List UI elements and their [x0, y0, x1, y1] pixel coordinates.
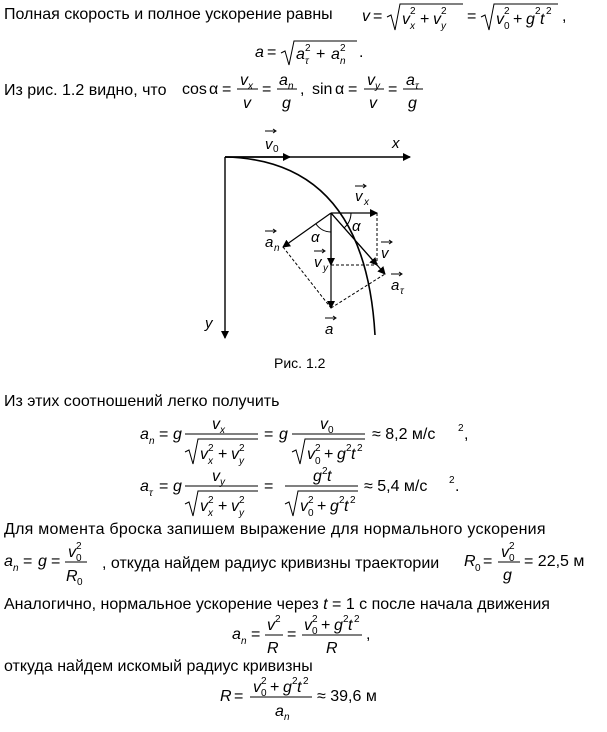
svg-text:a: a — [232, 626, 241, 643]
svg-text:x: x — [220, 425, 225, 436]
svg-text:≈ 8,2 м/с: ≈ 8,2 м/с — [372, 426, 436, 443]
svg-text:α: α — [209, 81, 219, 98]
svg-text:y: y — [205, 315, 213, 332]
svg-text:2: 2 — [239, 495, 245, 506]
svg-text:2: 2 — [354, 614, 360, 625]
svg-text:g: g — [408, 95, 417, 112]
formula-an0 — [4, 540, 108, 594]
svg-text:2: 2 — [410, 6, 416, 17]
svg-text:y: y — [239, 456, 244, 467]
svg-text:+: + — [324, 446, 334, 463]
svg-text:v: v — [212, 468, 220, 485]
svg-text:a: a — [140, 478, 149, 495]
svg-text:2: 2 — [305, 43, 311, 54]
svg-text:cos: cos — [182, 81, 207, 98]
text-find-radius: откуда найдем искомый радиус кривизны — [4, 658, 313, 675]
svg-text:0: 0 — [76, 553, 82, 564]
svg-text:v: v — [212, 416, 220, 433]
svg-text:+: + — [218, 498, 228, 515]
svg-text:y: y — [323, 263, 328, 274]
svg-text:0: 0 — [77, 577, 83, 588]
svg-text:=: = — [159, 426, 169, 443]
svg-text:2: 2 — [303, 676, 309, 687]
svg-text:v: v — [300, 498, 308, 515]
svg-text:v: v — [355, 188, 363, 205]
intro-line-3: Из этих соотношений легко получить — [4, 393, 280, 410]
svg-text:x: x — [392, 135, 400, 152]
svg-text:2: 2 — [322, 466, 328, 477]
svg-text:a: a — [140, 426, 149, 443]
svg-text:τ: τ — [305, 56, 309, 67]
svg-text:n: n — [340, 56, 346, 67]
formula-an — [140, 412, 470, 468]
svg-text:=: = — [23, 553, 33, 570]
svg-text:=: = — [234, 688, 244, 705]
svg-text:=: = — [467, 8, 477, 25]
svg-text:t: t — [348, 617, 353, 634]
svg-text:0: 0 — [312, 626, 318, 637]
svg-text:v: v — [265, 136, 273, 153]
svg-text:v: v — [200, 446, 208, 463]
svg-text:0: 0 — [273, 144, 279, 155]
svg-text:g: g — [173, 478, 182, 495]
svg-text:=: = — [262, 81, 272, 98]
svg-text:v: v — [314, 254, 322, 271]
svg-text:2: 2 — [239, 443, 245, 454]
svg-text:=: = — [388, 81, 398, 98]
svg-text:v: v — [253, 679, 261, 696]
svg-text:v: v — [68, 544, 76, 561]
svg-text:v: v — [496, 11, 504, 28]
svg-text:,: , — [562, 8, 567, 25]
svg-text:0: 0 — [509, 553, 515, 564]
time-variable: t — [323, 596, 328, 613]
formula-at — [140, 464, 470, 520]
svg-text:2: 2 — [441, 6, 447, 17]
svg-text:0: 0 — [308, 508, 314, 519]
svg-text:+: + — [513, 11, 523, 28]
svg-text:x: x — [410, 21, 415, 32]
svg-text:g: g — [330, 498, 339, 515]
svg-text:2: 2 — [261, 676, 267, 687]
svg-text:g: g — [283, 679, 292, 696]
svg-text:g: g — [337, 446, 346, 463]
text-radius-curvature: , откуда найдем радиус кривизны траектории — [102, 555, 440, 572]
svg-text:n: n — [13, 563, 19, 574]
svg-text:2: 2 — [208, 495, 214, 506]
svg-text:+: + — [316, 46, 326, 63]
svg-text:2: 2 — [275, 614, 281, 625]
svg-text:,: , — [464, 426, 469, 443]
text-throw-moment: Для момента броска запишем выражение для нормального ускорения — [4, 521, 546, 538]
svg-text:2: 2 — [346, 443, 352, 454]
text-analogously-a: Аналогично, нормальное ускорение через — [4, 596, 319, 613]
trajectory-curve — [225, 157, 375, 335]
svg-text:n: n — [288, 81, 294, 92]
svg-text:0: 0 — [328, 425, 334, 436]
trajectory-diagram — [195, 120, 425, 345]
svg-text:a: a — [325, 321, 334, 338]
svg-text:v: v — [367, 72, 375, 89]
svg-text:t: t — [297, 679, 302, 696]
svg-text:= 22,5 м: = 22,5 м — [524, 553, 585, 570]
text-analogously — [4, 596, 550, 614]
svg-text:a: a — [279, 72, 288, 89]
svg-text:=: = — [267, 44, 277, 61]
svg-text:y: y — [239, 508, 244, 519]
svg-text:.: . — [455, 478, 460, 495]
svg-text:v: v — [381, 245, 389, 262]
svg-text:τ: τ — [415, 81, 419, 92]
svg-text:0: 0 — [261, 688, 267, 699]
svg-text:y: y — [375, 81, 380, 92]
svg-text:0: 0 — [475, 563, 481, 574]
svg-text:α: α — [311, 229, 320, 246]
svg-text:2: 2 — [350, 495, 356, 506]
svg-text:≈ 39,6 м: ≈ 39,6 м — [317, 688, 377, 705]
svg-text:2: 2 — [449, 475, 455, 486]
svg-text:n: n — [274, 243, 280, 254]
svg-text:g: g — [282, 95, 291, 112]
svg-text:2: 2 — [357, 443, 363, 454]
svg-text:n: n — [241, 636, 247, 647]
svg-text:x: x — [364, 197, 369, 208]
svg-text:x: x — [208, 456, 213, 467]
svg-text:t: t — [540, 11, 545, 28]
svg-text:y: y — [220, 477, 225, 488]
svg-text:=: = — [483, 553, 493, 570]
svg-text:g: g — [503, 567, 512, 584]
svg-text:v: v — [267, 617, 275, 634]
svg-text:0: 0 — [315, 456, 321, 467]
svg-text:v: v — [240, 72, 248, 89]
svg-text:.: . — [359, 44, 364, 61]
intro-line-2: Из рис. 1.2 видно, что — [4, 82, 167, 99]
svg-text:2: 2 — [292, 676, 298, 687]
svg-text:v: v — [304, 617, 312, 634]
svg-text:g: g — [279, 426, 288, 443]
svg-text:a: a — [265, 234, 274, 251]
intro-line-1: Полная скорость и полное ускорение равны — [4, 6, 333, 23]
svg-text:τ: τ — [400, 286, 404, 297]
svg-text:=: = — [251, 626, 261, 643]
svg-text:R: R — [464, 553, 476, 570]
svg-text:v: v — [243, 95, 251, 112]
svg-text:v: v — [231, 446, 239, 463]
svg-text:α: α — [352, 218, 361, 235]
svg-text:≈ 5,4 м/с: ≈ 5,4 м/с — [364, 478, 428, 495]
svg-text:2: 2 — [339, 495, 345, 506]
svg-text:=: = — [348, 81, 358, 98]
svg-text:v: v — [402, 11, 410, 28]
svg-text:a: a — [255, 44, 264, 61]
svg-text:a: a — [331, 46, 340, 63]
svg-text:a: a — [4, 553, 13, 570]
svg-text:,: , — [366, 626, 371, 643]
svg-text:=: = — [287, 626, 297, 643]
svg-text:v: v — [369, 95, 377, 112]
svg-text:v: v — [320, 416, 328, 433]
svg-text:R: R — [220, 688, 232, 705]
svg-text:v: v — [433, 11, 441, 28]
svg-text:2: 2 — [509, 541, 515, 552]
svg-text:2: 2 — [315, 443, 321, 454]
svg-text:2: 2 — [504, 6, 510, 17]
svg-text:R: R — [66, 568, 78, 585]
svg-text:v: v — [200, 498, 208, 515]
svg-text:τ: τ — [149, 488, 153, 499]
svg-text:n: n — [149, 436, 155, 447]
svg-text:2: 2 — [308, 495, 314, 506]
svg-text:x: x — [248, 81, 253, 92]
svg-text:a: a — [391, 277, 400, 294]
svg-text:=: = — [264, 478, 274, 495]
svg-text:+: + — [218, 446, 228, 463]
svg-text:v: v — [501, 544, 509, 561]
svg-text:g: g — [313, 468, 322, 485]
svg-text:=: = — [222, 81, 232, 98]
svg-text:2: 2 — [458, 423, 464, 434]
formula-R — [220, 675, 420, 729]
svg-text:=: = — [264, 426, 274, 443]
svg-text:g: g — [38, 553, 47, 570]
svg-text:2: 2 — [312, 614, 318, 625]
svg-text:2: 2 — [546, 6, 552, 17]
svg-text:sin: sin — [312, 81, 333, 98]
svg-text:g: g — [334, 617, 343, 634]
svg-text:a: a — [275, 703, 284, 720]
svg-text:2: 2 — [340, 43, 346, 54]
svg-text:v: v — [362, 8, 370, 25]
svg-text:+: + — [317, 498, 327, 515]
figure-caption: Рис. 1.2 — [274, 355, 326, 371]
svg-text:=: = — [51, 553, 61, 570]
formula-R0 — [464, 540, 607, 594]
svg-text:x: x — [208, 508, 213, 519]
svg-text:a: a — [296, 46, 305, 63]
svg-text:g: g — [526, 11, 535, 28]
svg-text:+: + — [420, 11, 430, 28]
svg-text:R: R — [267, 640, 279, 657]
svg-text:g: g — [173, 426, 182, 443]
formula-speed — [362, 0, 592, 38]
svg-text:α: α — [335, 81, 345, 98]
svg-text:=: = — [159, 478, 169, 495]
svg-text:+: + — [270, 679, 280, 696]
svg-text:y: y — [441, 21, 446, 32]
svg-text:n: n — [284, 712, 290, 723]
text-analogously-b: = 1 с после начала движения — [332, 596, 550, 613]
svg-text:+: + — [321, 617, 331, 634]
svg-text:t: t — [351, 446, 356, 463]
svg-text:2: 2 — [343, 614, 349, 625]
formula-cos-sin — [182, 68, 442, 116]
svg-text:a: a — [406, 72, 415, 89]
svg-text:v: v — [231, 498, 239, 515]
formula-acceleration — [255, 38, 375, 68]
svg-text:2: 2 — [208, 443, 214, 454]
svg-text:0: 0 — [504, 21, 510, 32]
svg-text:t: t — [327, 468, 332, 485]
svg-text:t: t — [344, 498, 349, 515]
svg-text:=: = — [373, 8, 383, 25]
svg-text:,: , — [300, 81, 305, 98]
svg-text:v: v — [307, 446, 315, 463]
svg-text:R: R — [326, 640, 338, 657]
svg-text:2: 2 — [535, 6, 541, 17]
svg-text:2: 2 — [76, 541, 82, 552]
